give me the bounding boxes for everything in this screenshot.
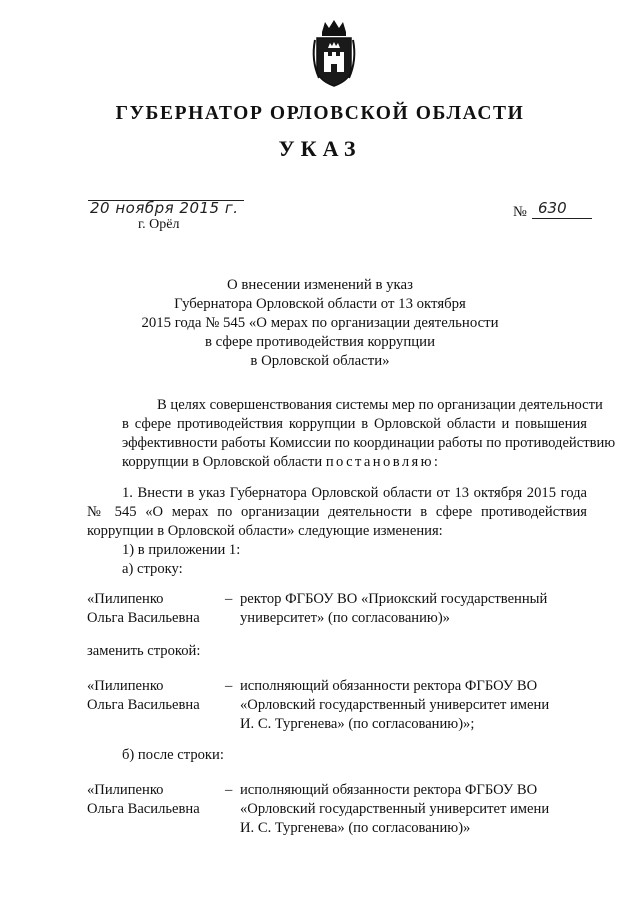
entry1-desc-line1: ректор ФГБОУ ВО «Приокский государственный (240, 591, 548, 607)
entry2-name-line2: Ольга Васильевна (87, 697, 200, 713)
number-label: № (513, 204, 527, 220)
entry2-desc-line3: И. С. Тургенева» (по согласованию)»; (240, 716, 475, 732)
subject-line: в Орловской области» (250, 353, 390, 369)
subject-line: 2015 года № 545 «О мерах по организации деятельности (141, 315, 499, 331)
clause-line: № 545 «О мерах по организации деятельности в сфере противодействия (87, 504, 587, 520)
entry1-name-line2: Ольга Васильевна (87, 610, 200, 626)
replace-with-label: заменить строкой: (87, 643, 201, 659)
entry3-name-line1: «Пилипенко (87, 782, 164, 798)
entry1-dash: – (225, 591, 233, 607)
clause-1-paragraph (87, 484, 587, 541)
entry2-desc-line1: исполняющий обязанности ректора ФГБОУ ВО (240, 678, 538, 694)
entry3-desc-line1: исполняющий обязанности ректора ФГБОУ ВО (240, 782, 538, 798)
clause-line: 1. Внести в указ Губернатора Орловской области от 13 октября 2015 года (122, 485, 587, 501)
entry3-desc-line3: И. С. Тургенева» (по согласованию)» (240, 820, 471, 836)
subclause-a: а) строку: (122, 561, 183, 577)
entry2-desc-line2: «Орловский государственный университет имени (240, 697, 550, 713)
preamble-paragraph (87, 396, 616, 472)
subject-line: в сфере противодействия коррупции (205, 334, 435, 350)
entry3-dash: – (225, 782, 233, 798)
decree-word: постановляю: (325, 454, 441, 470)
subject-line: О внесении изменений в указ (227, 277, 413, 293)
entry3-name-line2: Ольга Васильевна (87, 801, 200, 817)
preamble-line: В целях совершенствования системы мер по организации деятельности (157, 397, 603, 413)
number-underline (532, 218, 592, 219)
city-label: г. Орёл (138, 217, 180, 232)
handwritten-date: 20 ноября 2015 г. (90, 199, 239, 217)
entry2-name-line1: «Пилипенко (87, 678, 164, 694)
entry1-desc-line2: университет» (по согласованию)» (240, 610, 450, 626)
preamble-line: эффективности работы Комиссии по координации работы по противодействию (122, 435, 616, 451)
entry1-name-line1: «Пилипенко (87, 591, 164, 607)
subclause-b: б) после строки: (122, 747, 224, 763)
preamble-line (87, 453, 587, 472)
entry2-dash: – (225, 678, 233, 694)
preamble-line: в сфере противодействия коррупции в Орловской области и повышения (122, 416, 587, 432)
entry3-desc-line2: «Орловский государственный университет имени (240, 801, 550, 817)
orel-region-coat-of-arms-icon (309, 18, 359, 88)
handwritten-number: 630 (538, 199, 567, 217)
clause-line: коррупции в Орловской области» следующие изменения: (87, 523, 443, 539)
subclause-1: 1) в приложении 1: (122, 542, 241, 558)
decree-subject (100, 276, 540, 371)
preamble-line-text: коррупции в Орловской области (122, 454, 323, 470)
document-type-title: УКАЗ (278, 136, 362, 161)
subject-line: Губернатора Орловской области от 13 октября (174, 296, 466, 312)
authority-title: ГУБЕРНАТОР ОРЛОВСКОЙ ОБЛАСТИ (115, 103, 525, 124)
